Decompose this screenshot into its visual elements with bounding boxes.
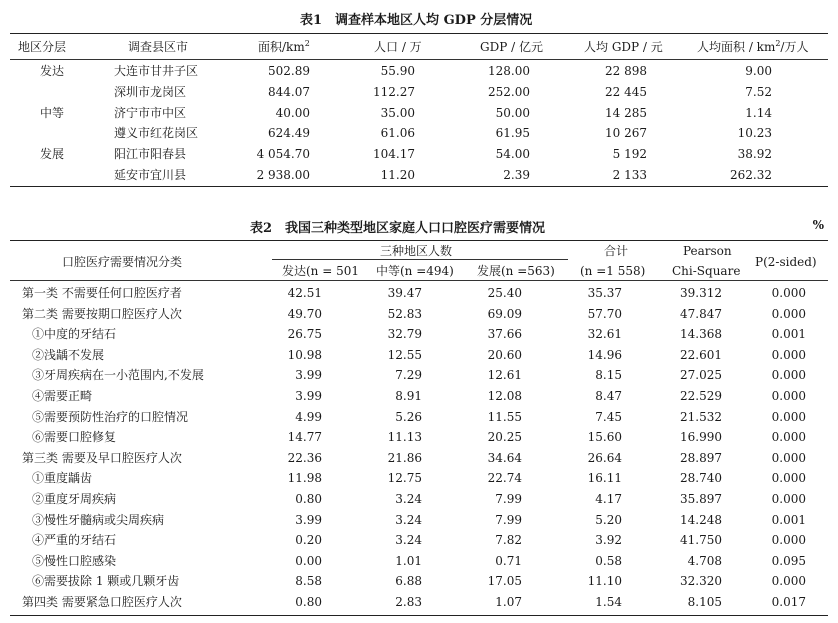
- t2-chi-square: 39.312: [680, 286, 722, 300]
- t2-developing: 7.99: [495, 513, 522, 527]
- t2-developed: 0.00: [295, 554, 322, 568]
- t2-medium: 21.86: [387, 451, 422, 465]
- t1-header-area-per-capita: [697, 40, 808, 54]
- t2-total: 8.15: [595, 368, 622, 382]
- t2-developed: 14.77: [287, 430, 322, 444]
- table1-header-rule: [10, 59, 828, 60]
- table1-top-rule: [10, 33, 828, 34]
- t1-area-per-capita: 38.92: [737, 147, 772, 161]
- t1-gdp: 54.00: [495, 147, 530, 161]
- t1-area-per-capita: 10.23: [737, 126, 772, 140]
- t2-chi-square: 14.248: [680, 513, 722, 527]
- t2-medium: 8.91: [395, 389, 422, 403]
- t2-header-total-n: (n =1 558): [580, 264, 646, 278]
- t2-chi-square: 28.897: [680, 451, 722, 465]
- t2-developed: 3.99: [295, 389, 322, 403]
- t1-gdp-per-capita: 5 192: [612, 147, 647, 161]
- t2-medium: 5.26: [395, 410, 422, 424]
- t2-developed: 3.99: [295, 368, 322, 382]
- t2-developed: 3.99: [295, 513, 322, 527]
- table2-header-rule: [10, 280, 828, 281]
- t1-header-area-pc-text: 人均面积 / km: [697, 40, 776, 54]
- t2-p-value: 0.000: [771, 410, 806, 424]
- t2-medium: 3.24: [395, 513, 422, 527]
- t2-p-value: 0.000: [771, 430, 806, 444]
- t2-p-value: 0.001: [771, 327, 806, 341]
- t2-total: 0.58: [595, 554, 622, 568]
- t2-header-three-regions: 三种地区人数: [380, 244, 453, 258]
- table2-caption: 表2 我国三种类型地区家庭人口口腔医疗需要情况: [250, 221, 546, 236]
- t1-header-region: 地区分层: [18, 40, 67, 54]
- t2-header-p: P(2-sided): [755, 255, 817, 269]
- t2-chi-square: 27.025: [680, 368, 722, 382]
- t2-medium: 12.55: [387, 348, 422, 362]
- t2-group-rule: [272, 259, 568, 260]
- t2-chi-square: 22.601: [680, 348, 722, 362]
- t1-group-developed: 发达: [40, 64, 65, 78]
- t1-header-area: [258, 40, 310, 54]
- t1-population: 61.06: [380, 126, 415, 140]
- t2-developed: 0.80: [295, 595, 322, 609]
- t2-chi-square: 41.750: [680, 533, 722, 547]
- t1-county: 济宁市市中区: [114, 106, 187, 120]
- t2-medium: 12.75: [387, 471, 422, 485]
- t1-county: 阳江市阳春县: [114, 147, 187, 161]
- t2-medium: 11.13: [387, 430, 422, 444]
- t1-area: 4 054.70: [256, 147, 310, 161]
- t2-total: 14.96: [587, 348, 622, 362]
- t2-total: 4.17: [595, 492, 622, 506]
- t2-chi-square: 14.368: [680, 327, 722, 341]
- table2-unit: %: [812, 218, 824, 232]
- t1-header-gdp: GDP / 亿元: [480, 40, 543, 54]
- t1-gdp: 61.95: [495, 126, 530, 140]
- t2-medium: 6.88: [395, 574, 422, 588]
- t2-developing: 34.64: [487, 451, 522, 465]
- t2-total: 32.61: [587, 327, 622, 341]
- t1-population: 112.27: [373, 85, 415, 99]
- t2-p-value: 0.095: [771, 554, 806, 568]
- t2-p-value: 0.000: [771, 348, 806, 362]
- t2-medium: 52.83: [387, 307, 422, 321]
- t1-header-population: 人口 / 万: [374, 40, 422, 54]
- t1-area: 624.49: [268, 126, 310, 140]
- t1-gdp-per-capita: 14 285: [605, 106, 647, 120]
- t1-header-area-sup: 2: [304, 39, 310, 48]
- t2-chi-square: 32.320: [680, 574, 722, 588]
- t2-p-value: 0.000: [771, 389, 806, 403]
- t2-medium: 3.24: [395, 492, 422, 506]
- t2-developing: 12.61: [487, 368, 522, 382]
- t2-p-value: 0.001: [771, 513, 806, 527]
- t2-total: 15.60: [587, 430, 622, 444]
- t2-developed: 0.20: [295, 533, 322, 547]
- t2-label: ②重度牙周疾病: [32, 492, 117, 506]
- t2-developing: 25.40: [487, 286, 522, 300]
- t2-total: 16.11: [587, 471, 622, 485]
- t2-medium: 32.79: [387, 327, 422, 341]
- t2-developing: 11.55: [487, 410, 522, 424]
- t1-area-per-capita: 262.32: [730, 168, 772, 182]
- t1-population: 55.90: [380, 64, 415, 78]
- t2-chi-square: 28.740: [680, 471, 722, 485]
- t1-gdp-per-capita: 10 267: [605, 126, 647, 140]
- table1-caption: 表1 调查样本地区人均 GDP 分层情况: [300, 13, 533, 28]
- t2-label: 第一类 不需要任何口腔医疗者: [22, 286, 182, 300]
- t2-total: 5.20: [595, 513, 622, 527]
- t2-p-value: 0.000: [771, 451, 806, 465]
- t2-total: 8.47: [595, 389, 622, 403]
- t2-developing: 22.74: [487, 471, 522, 485]
- t1-gdp: 2.39: [503, 168, 530, 182]
- t2-label: ⑥需要拔除 1 颗或几颗牙齿: [32, 574, 180, 588]
- t2-total: 11.10: [587, 574, 622, 588]
- t1-gdp: 128.00: [488, 64, 530, 78]
- t2-p-value: 0.000: [771, 286, 806, 300]
- t2-p-value: 0.017: [771, 595, 806, 609]
- t1-area-per-capita: 7.52: [745, 85, 772, 99]
- t2-chi-square: 22.529: [680, 389, 722, 403]
- t2-medium: 3.24: [395, 533, 422, 547]
- t2-label: ②浅龋不发展: [32, 348, 105, 362]
- t2-developed: 8.58: [295, 574, 322, 588]
- t1-population: 104.17: [373, 147, 415, 161]
- t2-developed: 4.99: [295, 410, 322, 424]
- t2-medium: 39.47: [387, 286, 422, 300]
- t2-label: 第三类 需要及早口腔医疗人次: [22, 451, 182, 465]
- t2-label: ④需要正畸: [32, 389, 93, 403]
- t1-county: 深圳市龙岗区: [114, 85, 187, 99]
- t2-total: 35.37: [587, 286, 622, 300]
- t2-chi-square: 16.990: [680, 430, 722, 444]
- t1-gdp: 252.00: [488, 85, 530, 99]
- t2-medium: 1.01: [395, 554, 422, 568]
- t1-gdp-per-capita: 22 898: [605, 64, 647, 78]
- t1-header-gdp-per-capita: 人均 GDP / 元: [584, 40, 663, 54]
- t2-chi-square: 4.708: [687, 554, 722, 568]
- t1-county: 遵义市红花岗区: [114, 126, 199, 140]
- t2-developed: 11.98: [287, 471, 322, 485]
- t1-header-area-pc-tail: /万人: [780, 40, 809, 54]
- t2-p-value: 0.000: [771, 492, 806, 506]
- t2-total: 1.54: [595, 595, 622, 609]
- t1-area: 2 938.00: [256, 168, 310, 182]
- t1-header-area-pc-sup: 2: [775, 39, 781, 48]
- t2-label: ④严重的牙结石: [32, 533, 117, 547]
- t2-developing: 69.09: [487, 307, 522, 321]
- t2-header-developing: 发展(n =563): [477, 264, 555, 278]
- t2-label: ③牙周疾病在一小范围内,不发展: [32, 368, 204, 382]
- t1-area-per-capita: 1.14: [745, 106, 772, 120]
- t2-header-medium: 中等(n =494): [376, 264, 454, 278]
- t2-developing: 20.25: [487, 430, 522, 444]
- t1-gdp: 50.00: [495, 106, 530, 120]
- t1-area-per-capita: 9.00: [745, 64, 772, 78]
- t2-header-developed: 发达(n = 501: [282, 264, 359, 278]
- t2-total: 57.70: [587, 307, 622, 321]
- t2-label: ①中度的牙结石: [32, 327, 117, 341]
- t2-header-chi: Chi-Square: [672, 264, 741, 278]
- table2-top-rule: [10, 240, 828, 241]
- t1-header-county: 调查县区市: [128, 40, 189, 54]
- t2-total: 3.92: [595, 533, 622, 547]
- t2-label: ①重度龋齿: [32, 471, 93, 485]
- t2-developing: 1.07: [495, 595, 522, 609]
- t1-group-medium: 中等: [40, 106, 65, 120]
- t2-p-value: 0.000: [771, 574, 806, 588]
- t2-header-total: 合计: [604, 244, 629, 258]
- t2-label: ⑤慢性口腔感染: [32, 554, 117, 568]
- t2-medium: 2.83: [395, 595, 422, 609]
- t1-gdp-per-capita: 22 445: [605, 85, 647, 99]
- t2-p-value: 0.000: [771, 368, 806, 382]
- t2-total: 7.45: [595, 410, 622, 424]
- t2-label: 第二类 需要按期口腔医疗人次: [22, 307, 182, 321]
- t2-developing: 7.99: [495, 492, 522, 506]
- t2-chi-square: 21.532: [680, 410, 722, 424]
- t1-population: 35.00: [380, 106, 415, 120]
- t2-developed: 49.70: [287, 307, 322, 321]
- t2-developing: 0.71: [495, 554, 522, 568]
- t2-developing: 37.66: [487, 327, 522, 341]
- t1-header-area-text: 面积/km: [258, 40, 305, 54]
- t2-label: 第四类 需要紧急口腔医疗人次: [22, 595, 182, 609]
- t2-developing: 7.82: [495, 533, 522, 547]
- t1-area: 844.07: [268, 85, 310, 99]
- t2-developed: 10.98: [287, 348, 322, 362]
- t2-label: ③慢性牙髓病或尖周疾病: [32, 513, 165, 527]
- t2-p-value: 0.000: [771, 307, 806, 321]
- t2-developed: 22.36: [287, 451, 322, 465]
- t1-county: 延安市宜川县: [114, 168, 187, 182]
- t1-area: 40.00: [275, 106, 310, 120]
- t2-developed: 42.51: [287, 286, 322, 300]
- table2-bottom-rule: [10, 615, 828, 616]
- t2-total: 26.64: [587, 451, 622, 465]
- t2-developed: 26.75: [287, 327, 322, 341]
- t2-chi-square: 47.847: [680, 307, 722, 321]
- t2-developing: 20.60: [487, 348, 522, 362]
- t2-chi-square: 8.105: [687, 595, 722, 609]
- t2-header-pearson: Pearson: [683, 244, 732, 258]
- table1-bottom-rule: [10, 186, 828, 187]
- t1-county: 大连市甘井子区: [114, 64, 199, 78]
- t2-header-category: 口腔医疗需要情况分类: [62, 255, 183, 269]
- t1-population: 11.20: [380, 168, 415, 182]
- t2-developing: 17.05: [487, 574, 522, 588]
- t2-p-value: 0.000: [771, 471, 806, 485]
- t2-label: ⑤需要预防性治疗的口腔情况: [32, 410, 189, 424]
- t2-chi-square: 35.897: [680, 492, 722, 506]
- t2-medium: 7.29: [395, 368, 422, 382]
- t1-group-developing: 发展: [40, 147, 65, 161]
- t2-developed: 0.80: [295, 492, 322, 506]
- t2-label: ⑥需要口腔修复: [32, 430, 117, 444]
- t1-gdp-per-capita: 2 133: [612, 168, 647, 182]
- t2-p-value: 0.000: [771, 533, 806, 547]
- t2-developing: 12.08: [487, 389, 522, 403]
- t1-area: 502.89: [268, 64, 310, 78]
